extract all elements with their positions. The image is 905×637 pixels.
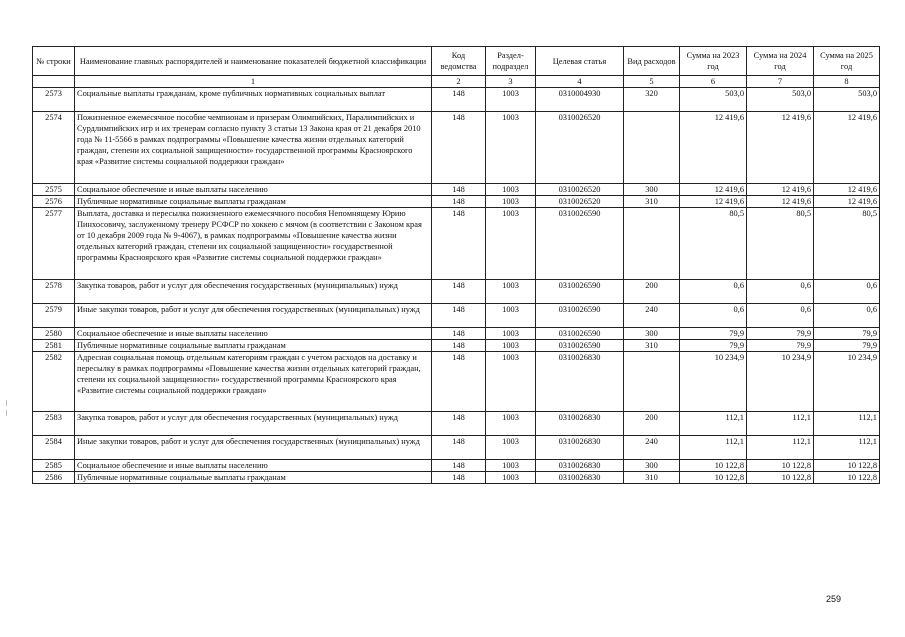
row-sum-2025: 112,1 [814, 436, 880, 460]
row-number: 2578 [33, 280, 75, 304]
row-sum-2024: 10 234,9 [747, 352, 814, 412]
column-number: 4 [536, 76, 624, 88]
column-number-row [33, 76, 880, 88]
table-row [33, 436, 880, 460]
row-target-article: 0310026830 [536, 436, 624, 460]
row-section: 1003 [486, 280, 536, 304]
row-name: Адресная социальная помощь отдельным категориям граждан с учетом расходов на доставку и пересылку в рамках подпрограммы «Повышение качества жизни отдельных категорий граждан, степени их социальной защищенности» государственной программы Красноярского края «Развитие системы социальной поддержки граждан» [75, 352, 432, 412]
header-target-article: Целевая статья [536, 47, 624, 76]
header-row [33, 47, 880, 76]
row-department-code: 148 [432, 208, 486, 280]
row-section: 1003 [486, 112, 536, 184]
row-sum-2023: 503,0 [680, 88, 747, 112]
column-number: 7 [747, 76, 814, 88]
table-row [33, 460, 880, 472]
row-sum-2025: 12 419,6 [814, 196, 880, 208]
row-sum-2025: 503,0 [814, 88, 880, 112]
row-department-code: 148 [432, 112, 486, 184]
margin-mark [6, 400, 7, 406]
row-department-code: 148 [432, 352, 486, 412]
row-expense-type: 300 [624, 328, 680, 340]
row-sum-2023: 112,1 [680, 436, 747, 460]
column-number: 8 [814, 76, 880, 88]
table-row [33, 340, 880, 352]
row-target-article: 0310026590 [536, 280, 624, 304]
row-name: Социальное обеспечение и иные выплаты населению [75, 460, 432, 472]
row-sum-2023: 79,9 [680, 340, 747, 352]
row-section: 1003 [486, 340, 536, 352]
row-section: 1003 [486, 472, 536, 484]
row-sum-2023: 12 419,6 [680, 112, 747, 184]
row-expense-type: 200 [624, 412, 680, 436]
row-sum-2024: 12 419,6 [747, 196, 814, 208]
row-department-code: 148 [432, 460, 486, 472]
row-number: 2576 [33, 196, 75, 208]
table-row [33, 280, 880, 304]
row-number: 2585 [33, 460, 75, 472]
row-sum-2023: 112,1 [680, 412, 747, 436]
row-expense-type: 320 [624, 88, 680, 112]
margin-mark [6, 410, 7, 416]
row-sum-2024: 80,5 [747, 208, 814, 280]
row-number: 2577 [33, 208, 75, 280]
row-target-article: 0310026830 [536, 352, 624, 412]
row-department-code: 148 [432, 280, 486, 304]
table-body [33, 88, 880, 484]
row-number: 2579 [33, 304, 75, 328]
row-number: 2582 [33, 352, 75, 412]
column-number: 6 [680, 76, 747, 88]
row-sum-2025: 0,6 [814, 280, 880, 304]
row-expense-type: 310 [624, 196, 680, 208]
column-number [33, 76, 75, 88]
row-department-code: 148 [432, 436, 486, 460]
row-target-article: 0310004930 [536, 88, 624, 112]
row-sum-2025: 79,9 [814, 328, 880, 340]
table-row [33, 352, 880, 412]
row-name: Иные закупки товаров, работ и услуг для обеспечения государственных (муниципальных) нужд [75, 304, 432, 328]
table-row [33, 328, 880, 340]
column-number: 2 [432, 76, 486, 88]
header-sum-2024: Сумма на 2024 год [747, 47, 814, 76]
row-target-article: 0310026830 [536, 472, 624, 484]
row-department-code: 148 [432, 472, 486, 484]
row-number: 2586 [33, 472, 75, 484]
row-expense-type [624, 208, 680, 280]
row-department-code: 148 [432, 412, 486, 436]
header-expense-type: Вид расходов [624, 47, 680, 76]
row-sum-2025: 80,5 [814, 208, 880, 280]
row-sum-2024: 10 122,8 [747, 460, 814, 472]
row-expense-type: 300 [624, 460, 680, 472]
table-row [33, 412, 880, 436]
row-target-article: 0310026520 [536, 196, 624, 208]
row-department-code: 148 [432, 340, 486, 352]
header-department-code: Код ведомства [432, 47, 486, 76]
row-name: Социальное обеспечение и иные выплаты населению [75, 184, 432, 196]
row-section: 1003 [486, 460, 536, 472]
row-target-article: 0310026590 [536, 340, 624, 352]
row-sum-2024: 112,1 [747, 436, 814, 460]
row-department-code: 148 [432, 184, 486, 196]
table-row [33, 88, 880, 112]
row-name: Социальные выплаты гражданам, кроме публичных нормативных социальных выплат [75, 88, 432, 112]
row-sum-2023: 10 122,8 [680, 460, 747, 472]
row-sum-2024: 10 122,8 [747, 472, 814, 484]
table-row [33, 304, 880, 328]
row-sum-2024: 79,9 [747, 328, 814, 340]
row-section: 1003 [486, 436, 536, 460]
row-name: Социальное обеспечение и иные выплаты населению [75, 328, 432, 340]
row-target-article: 0310026830 [536, 460, 624, 472]
row-expense-type: 240 [624, 304, 680, 328]
row-name: Публичные нормативные социальные выплаты гражданам [75, 196, 432, 208]
row-sum-2024: 0,6 [747, 280, 814, 304]
row-department-code: 148 [432, 304, 486, 328]
row-section: 1003 [486, 412, 536, 436]
row-sum-2023: 79,9 [680, 328, 747, 340]
table-row [33, 112, 880, 184]
row-sum-2025: 79,9 [814, 340, 880, 352]
row-name: Иные закупки товаров, работ и услуг для обеспечения государственных (муниципальных) нужд [75, 436, 432, 460]
row-number: 2574 [33, 112, 75, 184]
row-expense-type: 300 [624, 184, 680, 196]
column-number: 5 [624, 76, 680, 88]
column-number: 3 [486, 76, 536, 88]
row-sum-2025: 12 419,6 [814, 112, 880, 184]
row-expense-type: 240 [624, 436, 680, 460]
row-expense-type: 310 [624, 472, 680, 484]
row-number: 2584 [33, 436, 75, 460]
row-target-article: 0310026590 [536, 208, 624, 280]
row-name: Закупка товаров, работ и услуг для обеспечения государственных (муниципальных) нужд [75, 412, 432, 436]
row-number: 2580 [33, 328, 75, 340]
table-row [33, 196, 880, 208]
table-row [33, 208, 880, 280]
row-sum-2024: 12 419,6 [747, 112, 814, 184]
row-sum-2025: 10 122,8 [814, 472, 880, 484]
row-name: Закупка товаров, работ и услуг для обеспечения государственных (муниципальных) нужд [75, 280, 432, 304]
header-section: Раздел-подраздел [486, 47, 536, 76]
row-sum-2024: 112,1 [747, 412, 814, 436]
table-row [33, 472, 880, 484]
row-sum-2023: 0,6 [680, 304, 747, 328]
row-target-article: 0310026590 [536, 304, 624, 328]
row-department-code: 148 [432, 328, 486, 340]
row-sum-2023: 0,6 [680, 280, 747, 304]
header-sum-2023: Сумма на 2023 год [680, 47, 747, 76]
row-department-code: 148 [432, 88, 486, 112]
row-section: 1003 [486, 208, 536, 280]
header-row-number: № строки [33, 47, 75, 76]
row-section: 1003 [486, 196, 536, 208]
row-number: 2575 [33, 184, 75, 196]
row-name: Выплата, доставка и пересылка пожизненного ежемесячного пособия Непомнящему Юрию Пинхосовичу, заслуженному тренеру РСФСР по хоккею с мячом (в соответствии с Законом края от 10 декабря 2009 года № 9-4067), в рамках подпрограммы «Повышение качества жизни отдельных категорий граждан, степени их социальной защищенности» государственной программы Красноярского края «Развитие системы социальной поддержки граждан» [75, 208, 432, 280]
row-target-article: 0310026520 [536, 184, 624, 196]
row-sum-2025: 10 122,8 [814, 460, 880, 472]
row-name: Пожизненное ежемесячное пособие чемпионам и призерам Олимпийских, Паралимпийских и Сурдлимпийских игр и их тренерам согласно пункту 3 статьи 13 Закона края от 21 декабря 2010 года № 11-5566 в рамках подпрограммы «Повышение качества жизни отдельных категорий граждан, степени их социальной защищенности» государственной программы Красноярского края «Развитие системы социальной поддержки граждан» [75, 112, 432, 184]
row-section: 1003 [486, 304, 536, 328]
row-number: 2583 [33, 412, 75, 436]
row-sum-2025: 10 234,9 [814, 352, 880, 412]
row-section: 1003 [486, 352, 536, 412]
page-number: 259 [826, 594, 842, 604]
header-name: Наименование главных распорядителей и наименование показателей бюджетной классификации [75, 47, 432, 76]
row-sum-2024: 79,9 [747, 340, 814, 352]
row-expense-type: 200 [624, 280, 680, 304]
column-number: 1 [75, 76, 432, 88]
table-row [33, 184, 880, 196]
row-sum-2024: 503,0 [747, 88, 814, 112]
header-sum-2025: Сумма на 2025 год [814, 47, 880, 76]
row-sum-2024: 0,6 [747, 304, 814, 328]
row-target-article: 0310026520 [536, 112, 624, 184]
row-section: 1003 [486, 184, 536, 196]
row-sum-2023: 10 122,8 [680, 472, 747, 484]
row-sum-2025: 0,6 [814, 304, 880, 328]
row-department-code: 148 [432, 196, 486, 208]
row-sum-2023: 12 419,6 [680, 184, 747, 196]
row-sum-2023: 12 419,6 [680, 196, 747, 208]
row-expense-type: 310 [624, 340, 680, 352]
row-sum-2025: 12 419,6 [814, 184, 880, 196]
row-number: 2573 [33, 88, 75, 112]
row-number: 2581 [33, 340, 75, 352]
row-expense-type [624, 112, 680, 184]
row-sum-2025: 112,1 [814, 412, 880, 436]
row-expense-type [624, 352, 680, 412]
row-target-article: 0310026590 [536, 328, 624, 340]
row-sum-2023: 80,5 [680, 208, 747, 280]
row-section: 1003 [486, 88, 536, 112]
row-sum-2023: 10 234,9 [680, 352, 747, 412]
budget-table [32, 46, 880, 484]
row-section: 1003 [486, 328, 536, 340]
row-name: Публичные нормативные социальные выплаты гражданам [75, 472, 432, 484]
row-target-article: 0310026830 [536, 412, 624, 436]
row-name: Публичные нормативные социальные выплаты гражданам [75, 340, 432, 352]
row-sum-2024: 12 419,6 [747, 184, 814, 196]
